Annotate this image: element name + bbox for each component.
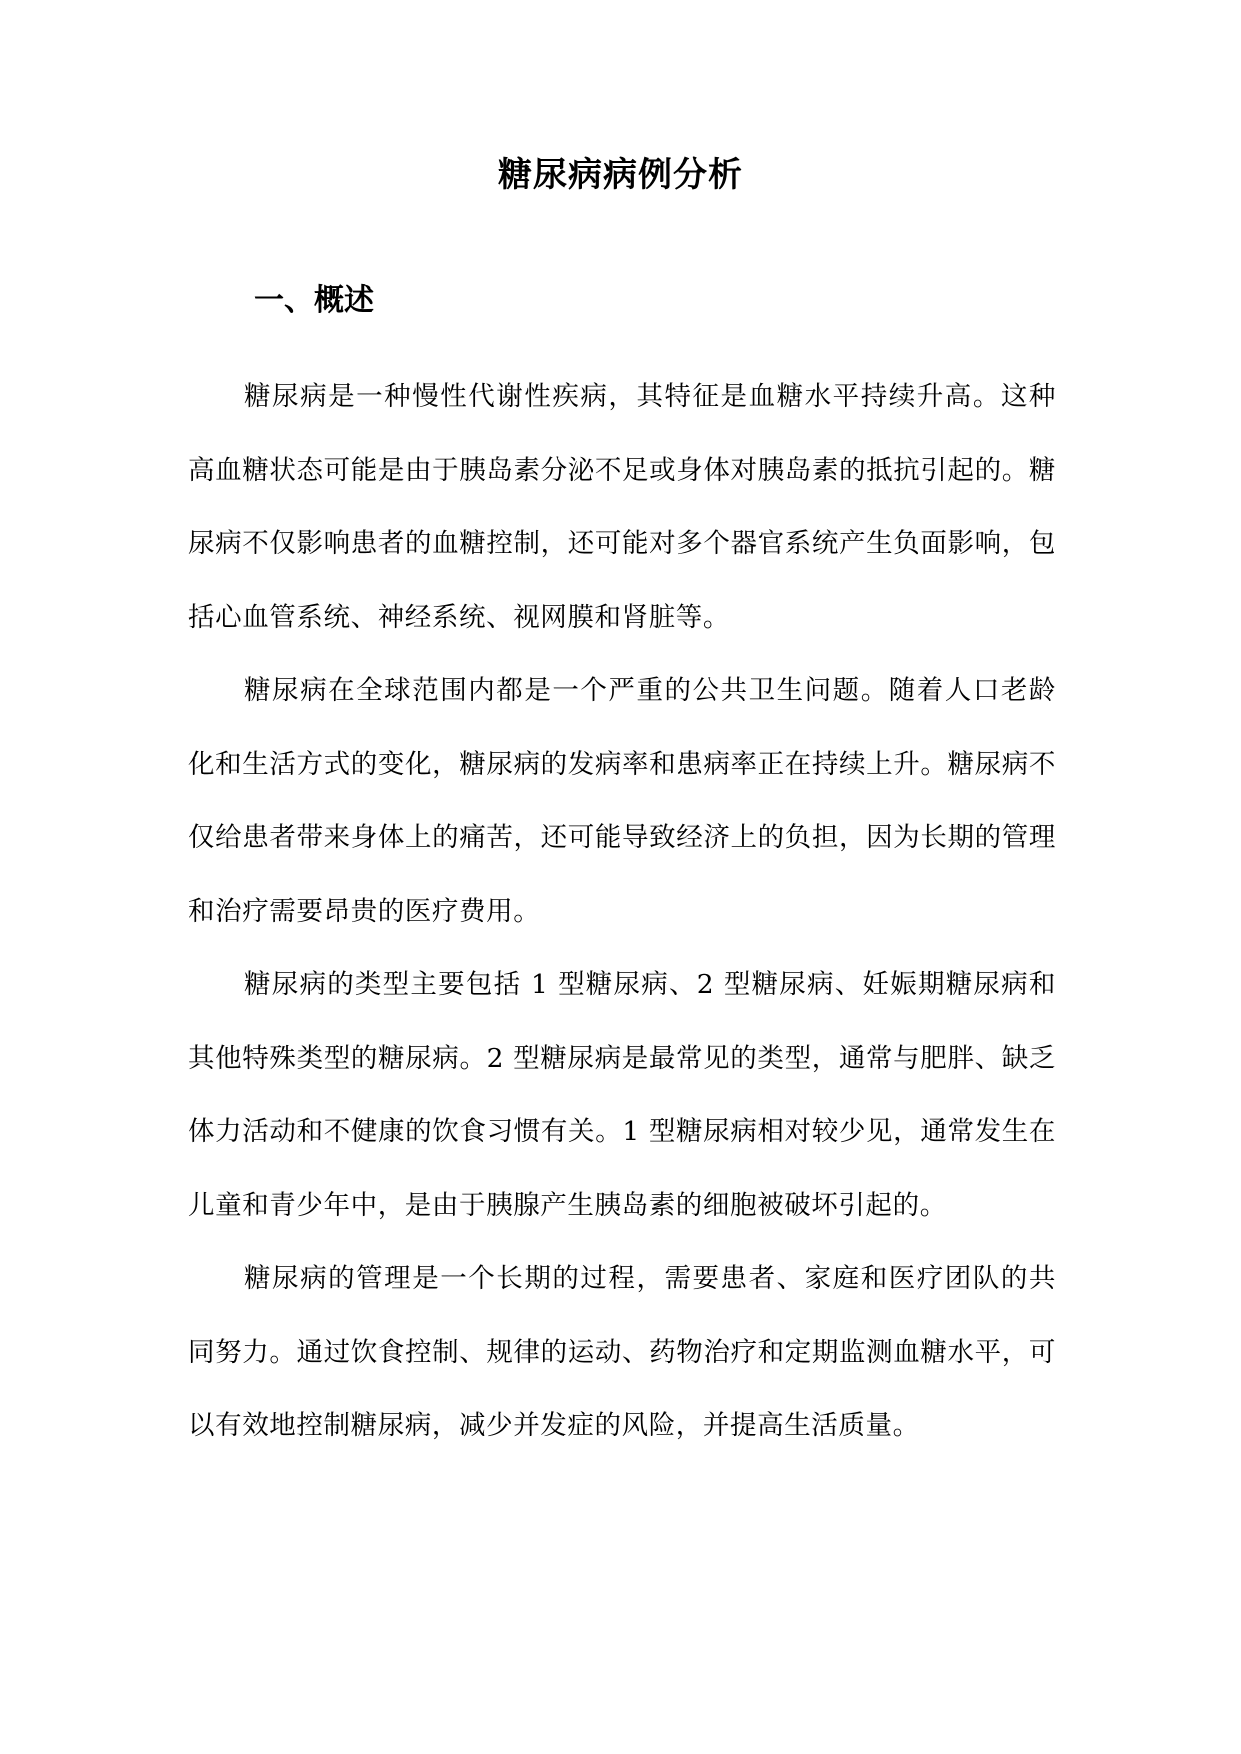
document-title: 糖尿病病例分析 [498, 155, 743, 195]
section-heading-overview: 一、概述 [254, 283, 374, 318]
section-body [188, 360, 1056, 1463]
paragraph-2: 糖尿病在全球范围内都是一个严重的公共卫生问题。随着人口老龄化和生活方式的变化，糖尿病的发病率和患病率正在持续上升。糖尿病不仅给患者带来身体上的痛苦，还可能导致经济上的负担，因为长期的管理和治疗需要昂贵的医疗费用。 [188, 675, 1056, 927]
paragraph-1: 糖尿病是一种慢性代谢性疾病，其特征是血糖水平持续升高。这种高血糖状态可能是由于胰岛素分泌不足或身体对胰岛素的抵抗引起的。糖尿病不仅影响患者的血糖控制，还可能对多个器官系统产生负面影响，包括心血管系统、神经系统、视网膜和肾脏等。 [188, 381, 1056, 633]
paragraph-3: 糖尿病的类型主要包括 1 型糖尿病、2 型糖尿病、妊娠期糖尿病和其他特殊类型的糖尿病。2 型糖尿病是最常见的类型，通常与肥胖、缺乏体力活动和不健康的饮食习惯有关。1 型糖尿病相对较少见，通常发生在儿童和青少年中，是由于胰腺产生胰岛素的细胞被破坏引起的。 [188, 969, 1056, 1221]
paragraph-4: 糖尿病的管理是一个长期的过程，需要患者、家庭和医疗团队的共同努力。通过饮食控制、规律的运动、药物治疗和定期监测血糖水平，可以有效地控制糖尿病，减少并发症的风险，并提高生活质量。 [188, 1263, 1056, 1441]
